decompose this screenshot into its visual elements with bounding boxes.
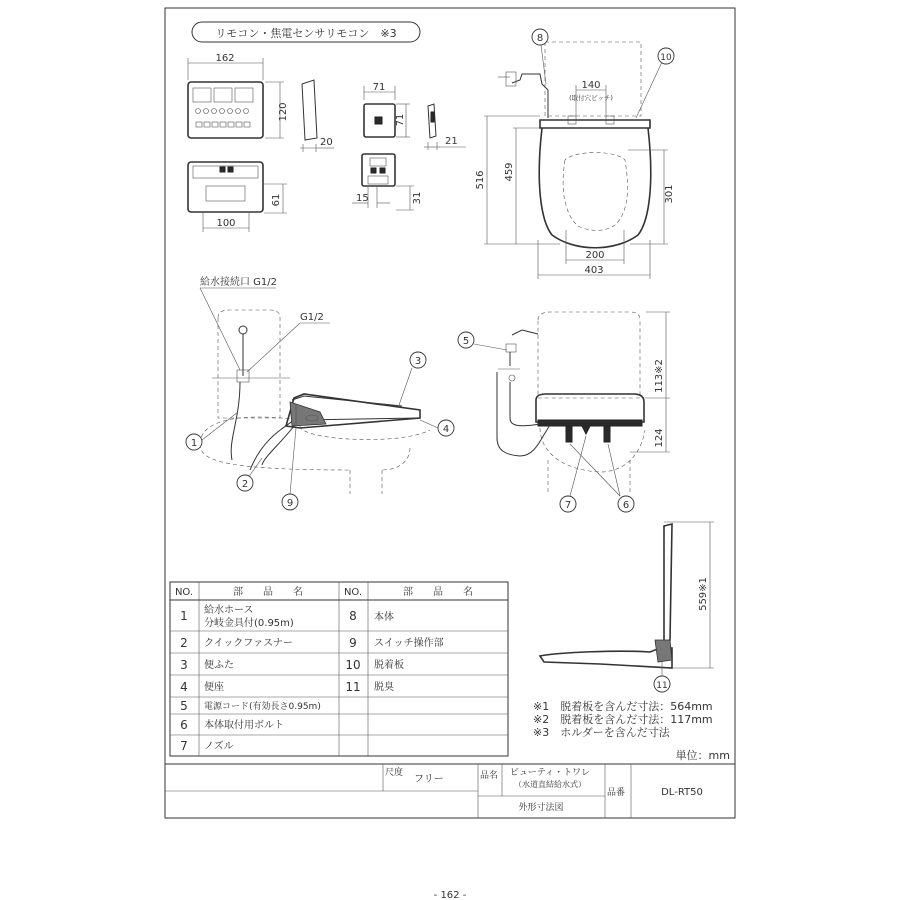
dim-lid-height: 559※1 — [698, 577, 709, 611]
front-install-view — [497, 312, 670, 494]
row-4-no: 4 — [180, 680, 188, 694]
dim-remote-height: 120 — [278, 102, 289, 122]
dim-seat-length: 516 — [475, 170, 486, 190]
row-5-no: 5 — [180, 699, 188, 713]
dim-remote-depth: 20 — [320, 137, 333, 148]
dim-seat-inner-width: 200 — [585, 250, 605, 261]
sensor-side-view — [424, 104, 466, 150]
notes — [533, 699, 730, 762]
callout-7: 7 — [564, 500, 572, 511]
row-3-no2: 10 — [345, 658, 361, 672]
drawing-name: 外形寸法図 — [518, 803, 564, 813]
title-block — [165, 764, 735, 818]
row-5-name: 電源コード(有効長さ0.95m) — [204, 702, 321, 712]
dim-sensor-depth: 21 — [445, 136, 458, 147]
dim-side-base: 124 — [654, 428, 665, 448]
th-name-1: 部 品 名 — [233, 587, 303, 598]
scale-value: フリー — [414, 774, 444, 785]
row-2-name: クイックファスナー — [204, 638, 293, 649]
lid-open-side-view — [540, 522, 714, 668]
dim-seat-width: 403 — [584, 265, 604, 276]
remote-side-view — [300, 80, 334, 152]
scale-label: 尺度 — [385, 768, 404, 778]
dim-sensor-height: 71 — [395, 113, 406, 127]
row-1-name2: 本体 — [374, 612, 394, 623]
callout-11: 11 — [656, 681, 668, 691]
row-7-name: ノズル — [204, 741, 234, 752]
note-3: ※3 ホルダーを含んだ寸法 — [533, 726, 670, 739]
model-value: DL-RT50 — [661, 787, 703, 798]
row-1-name-line1: 給水ホース — [204, 605, 254, 616]
row-6-name: 本体取付用ボルト — [204, 720, 284, 731]
remote-holder-view — [188, 162, 287, 232]
dim-sensor-width: 71 — [372, 82, 386, 93]
th-no-1: NO. — [174, 587, 194, 598]
callout-9: 9 — [286, 498, 294, 509]
dim-sensor-holder-width: 15 — [356, 193, 369, 204]
note-2: ※2 脱着板を含んだ寸法：117mm — [533, 713, 713, 726]
th-no-2: NO. — [343, 587, 363, 598]
callout-2: 2 — [241, 479, 249, 490]
row-3-name2: 脱着板 — [374, 660, 404, 671]
product-sub: （水道直結給水式） — [514, 780, 586, 789]
dim-remote-holder-width: 100 — [216, 218, 236, 229]
dim-bolt-pitch: 140 — [581, 80, 601, 91]
page-number: - 162 - — [433, 890, 467, 900]
row-4-name: 便座 — [204, 682, 224, 693]
model-label: 品番 — [607, 788, 626, 798]
row-4-name2: 脱臭 — [374, 682, 394, 693]
row-2-name2: スイッチ操作部 — [374, 638, 444, 649]
callout-4: 4 — [442, 424, 450, 435]
row-7-no: 7 — [180, 739, 188, 753]
callout-3: 3 — [414, 356, 422, 367]
th-name-2: 部 品 名 — [403, 587, 473, 598]
row-1-no2: 8 — [349, 609, 357, 623]
sensor-holder-view — [352, 154, 423, 210]
seat-top-view — [475, 42, 675, 279]
dim-remote-width: 162 — [215, 53, 235, 64]
dim-seat-front: 301 — [664, 184, 675, 204]
row-2-no2: 9 — [349, 636, 357, 650]
dim-seat-inner: 459 — [504, 162, 515, 182]
side-install-view — [200, 275, 430, 494]
remote-title: リモコン・焦電センサリモコン ※3 — [215, 27, 397, 40]
row-2-no: 2 — [180, 636, 188, 650]
dim-sensor-holder-height: 31 — [412, 191, 423, 205]
dim-bolt-pitch-note: (取付穴ピッチ) — [569, 94, 613, 102]
callout-1: 1 — [190, 438, 198, 449]
row-6-no: 6 — [180, 718, 188, 732]
callout-10: 10 — [660, 53, 672, 63]
dim-remote-holder-depth: 61 — [271, 193, 282, 207]
label-water-inlet: 給水接続口 G1/2 — [200, 277, 278, 288]
callout-8: 8 — [536, 33, 544, 44]
row-1-name-line2: 分岐金具付(0.95m) — [204, 618, 294, 629]
row-3-no: 3 — [180, 658, 188, 672]
row-1-no: 1 — [180, 609, 188, 623]
remote-section — [188, 22, 466, 232]
parts-table — [170, 582, 508, 756]
callout-5: 5 — [462, 336, 470, 347]
label-g12: G1/2 — [300, 312, 324, 323]
callout-6: 6 — [622, 500, 630, 511]
unit-label: 単位：mm — [675, 749, 730, 762]
note-1: ※1 脱着板を含んだ寸法：564mm — [533, 700, 713, 713]
product-name: ビューティ・トワレ — [509, 768, 591, 778]
dim-side-height: 113※2 — [654, 359, 665, 393]
sensor-front-view — [364, 82, 410, 137]
row-3-name: 便ふた — [204, 660, 234, 671]
product-label: 品名 — [480, 771, 499, 781]
row-4-no2: 11 — [345, 680, 361, 694]
remote-front-view — [188, 53, 289, 138]
sheet-border — [165, 8, 735, 818]
